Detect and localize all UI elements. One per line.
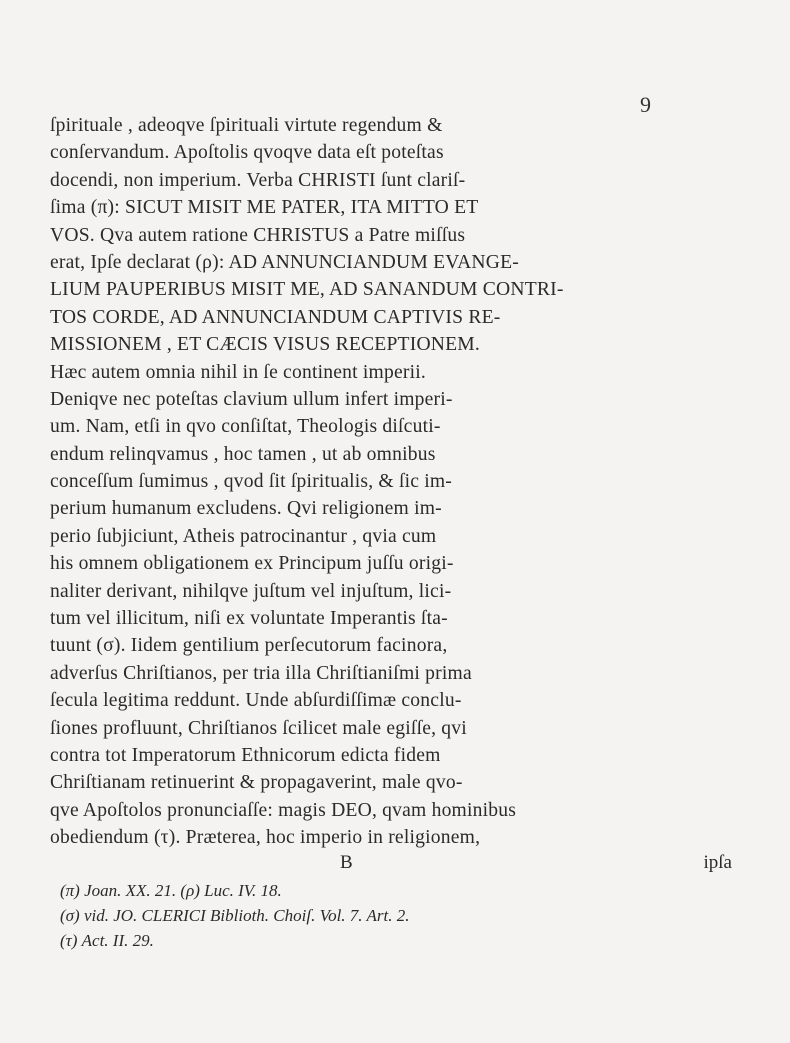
text-line: um. Nam, etſi in qvo conſiſtat, Theologis diſcuti- [50, 416, 441, 438]
text-line: tum vel illicitum, niſi ex voluntate Imperantis ſta- [50, 608, 448, 630]
page-number: 9 [640, 92, 651, 117]
text-line: perium humanum excludens. Qvi religionem im- [50, 498, 442, 520]
footnote: (τ) Act. II. 29. [60, 931, 154, 950]
text-line: adverſus Chriſtianos, per tria illa Chriſtianiſmi prima [50, 662, 472, 684]
signature-line [50, 852, 732, 878]
text-line: docendi, non imperium. Verba CHRISTI ſunt clariſ- [50, 169, 466, 191]
text-line: naliter derivant, nihilqve juſtum vel injuſtum, lici- [50, 580, 452, 602]
text-line: conceſſum ſumimus , qvod ſit ſpiritualis, & ſic im- [50, 471, 453, 493]
footnote: (σ) vid. JO. CLERICI Biblioth. Choiſ. Vol. 7. Art. 2. [60, 906, 410, 925]
signature-mark: B [340, 851, 353, 873]
footnotes [60, 878, 720, 953]
text-line: Deniqve nec poteſtas clavium ullum infert imperi- [50, 388, 453, 410]
text-line: contra tot Imperatorum Ethnicorum edicta fidem [50, 744, 441, 766]
text-line: qve Apoſtolos pronunciaſſe: magis DEO, qvam hominibus [50, 799, 517, 821]
footnote: (π) Joan. XX. 21. (ρ) Luc. IV. 18. [60, 881, 282, 900]
text-line: LIUM PAUPERIBUS MISIT ME, AD SANANDUM CONTRI- [50, 279, 564, 301]
text-line: Hæc autem omnia nihil in ſe continent imperii. [50, 361, 426, 383]
text-line: his omnem obligationem ex Principum juſſu origi- [50, 553, 454, 575]
text-line: ſecula legitima reddunt. Unde abſurdiſſimæ conclu- [50, 690, 462, 712]
text-line: perio ſubjiciunt, Atheis patrocinantur , qvia cum [50, 525, 437, 547]
body-text [50, 112, 732, 878]
catchword: ipſa [703, 851, 732, 873]
text-line: MISSIONEM , ET CÆCIS VISUS RECEPTIONEM. [50, 334, 481, 356]
text-line: tuunt (σ). Iidem gentilium perſecutorum facinora, [50, 635, 448, 657]
text-line: ſima (π): SICUT MISIT ME PATER, ITA MITTO ET [50, 197, 479, 219]
text-line: Chriſtianam retinuerint & propagaverint, male qvo- [50, 772, 463, 794]
text-line: ſiones profluunt, Chriſtianos ſcilicet male egiſſe, qvi [50, 717, 467, 739]
text-line: TOS CORDE, AD ANNUNCIANDUM CAPTIVIS RE- [50, 306, 501, 328]
text-line: obediendum (τ). Præterea, hoc imperio in religionem, [50, 827, 481, 849]
text-line: VOS. Qva autem ratione CHRISTUS a Patre miſſus [50, 224, 466, 246]
text-line: conſervandum. Apoſtolis qvoqve data eſt poteſtas [50, 142, 444, 164]
text-line: erat, Ipſe declarat (ρ): AD ANNUNCIANDUM EVANGE- [50, 251, 520, 273]
text-line: ſpirituale , adeoqve ſpirituali virtute regendum & [50, 115, 443, 136]
text-line: endum relinqvamus , hoc tamen , ut ab omnibus [50, 443, 436, 465]
